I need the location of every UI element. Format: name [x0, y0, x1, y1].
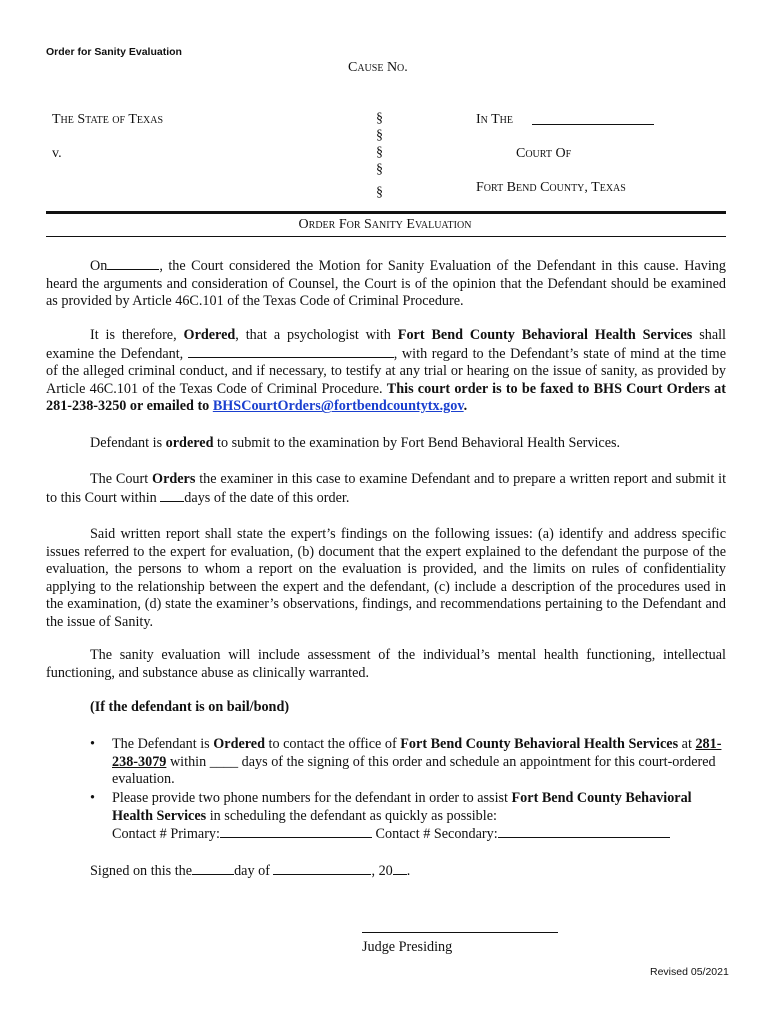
section-mark: § [376, 111, 383, 126]
bullet-icon: • [90, 736, 95, 752]
paragraph-assessment: The sanity evaluation will include assessment of the individual’s mental health functioning, intellectual functioning, and substance abuse as clinically warranted. [46, 647, 726, 681]
document-title: Order For Sanity Evaluation [298, 217, 472, 232]
cause-number: Cause No. [348, 60, 408, 75]
email-link[interactable]: BHSCourtOrders@fortbendcountytx.gov [212, 398, 464, 415]
secondary-contact-field[interactable] [498, 825, 670, 838]
section-mark: § [376, 185, 383, 200]
defendant-name-blank[interactable] [188, 345, 394, 358]
primary-contact-field[interactable] [220, 825, 372, 838]
signed-line: Signed on this the day of , 20 . [90, 863, 411, 879]
title-rule-bottom [46, 236, 726, 237]
section-mark: § [376, 145, 383, 160]
section-marks [376, 110, 383, 201]
revised-date: Revised 05/2021 [650, 966, 729, 978]
paragraph-motion: On , the Court considered the Motion for Sanity Evaluation of the Defendant in this cause. Having heard the arguments and consideration of Counsel, the Court is of the opinion that the Defendant should be examined as provided by Article 46C.101 of the Texas Code of Criminal Procedure. [46, 258, 726, 310]
court-blank[interactable] [532, 124, 654, 125]
paragraph-ordered: It is therefore, Ordered, that a psychologist with Fort Bend County Behavioral Health Services shall examine the Defendant, , with regard to the Defendant’s state of mind at the time of the alleged criminal conduct, and if necessary, to testify at any trial or hearing on the issue of sanity, as provided by Article 46C.101 of the Texas Code of Criminal Procedure. This court order is to be faxed to BHS Court Orders at 281-238-3250 or emailed to BHSCourtOrders@fortbendcountytx.gov. [46, 327, 726, 415]
days-blank[interactable] [160, 489, 184, 502]
section-mark: § [376, 128, 383, 143]
signed-year-blank[interactable] [393, 862, 407, 875]
section-mark: § [376, 162, 383, 177]
party-state: The State of Texas [52, 112, 164, 127]
form-name: Order for Sanity Evaluation [46, 46, 182, 58]
signed-day-blank[interactable] [192, 862, 234, 875]
court-of-label: Court Of [516, 146, 572, 161]
versus-label: v. [52, 146, 62, 161]
in-the-label: In The [476, 112, 514, 127]
bullet-icon: • [90, 790, 95, 806]
judge-label: Judge Presiding [362, 939, 453, 955]
bhs-phone: 281-238-3079 [112, 736, 722, 770]
bullet-phone-numbers: • Please provide two phone numbers for the defendant in order to assist Fort Bend County Behavioral Health Services in scheduling the defendant as quickly as possible: Contact # Primary: Contact # Secondary: [90, 790, 692, 843]
paragraph-submit: Defendant is ordered to submit to the examination by Fort Bend Behavioral Health Services. [90, 435, 621, 451]
county-label: Fort Bend County, Texas [476, 180, 626, 195]
paragraph-report: The Court Orders the examiner in this case to examine Defendant and to prepare a written report and submit it to this Court within days of the date of this order. [46, 471, 727, 506]
signature-line[interactable] [362, 932, 558, 933]
paragraph-findings: Said written report shall state the expert’s findings on the following issues: (a) identify and address specific issues referred to the expert for evaluation, (b) document that the expert explained to the defendant the purpose of the evaluation, the persons to whom a report on the evaluation is provided, and the limits on rules of confidentiality applying to the relationship between the expert and the defendant, (c) include a description of the procedures used in the examination, (d) state the examiner’s observations, findings, and recommendations pertaining to the Defendant and the issue of Sanity. [46, 526, 726, 630]
bullet-contact-office: • The Defendant is Ordered to contact the office of Fort Bend County Behavioral Health Services at 281-238-3079 within ____ days of the signing of this order and schedule an appointment for this court-ordered evaluation. [90, 736, 722, 788]
bail-heading: (If the defendant is on bail/bond) [90, 699, 290, 715]
title-rule-top [46, 211, 726, 214]
date-blank[interactable] [107, 257, 159, 270]
signed-month-blank[interactable] [273, 862, 371, 875]
